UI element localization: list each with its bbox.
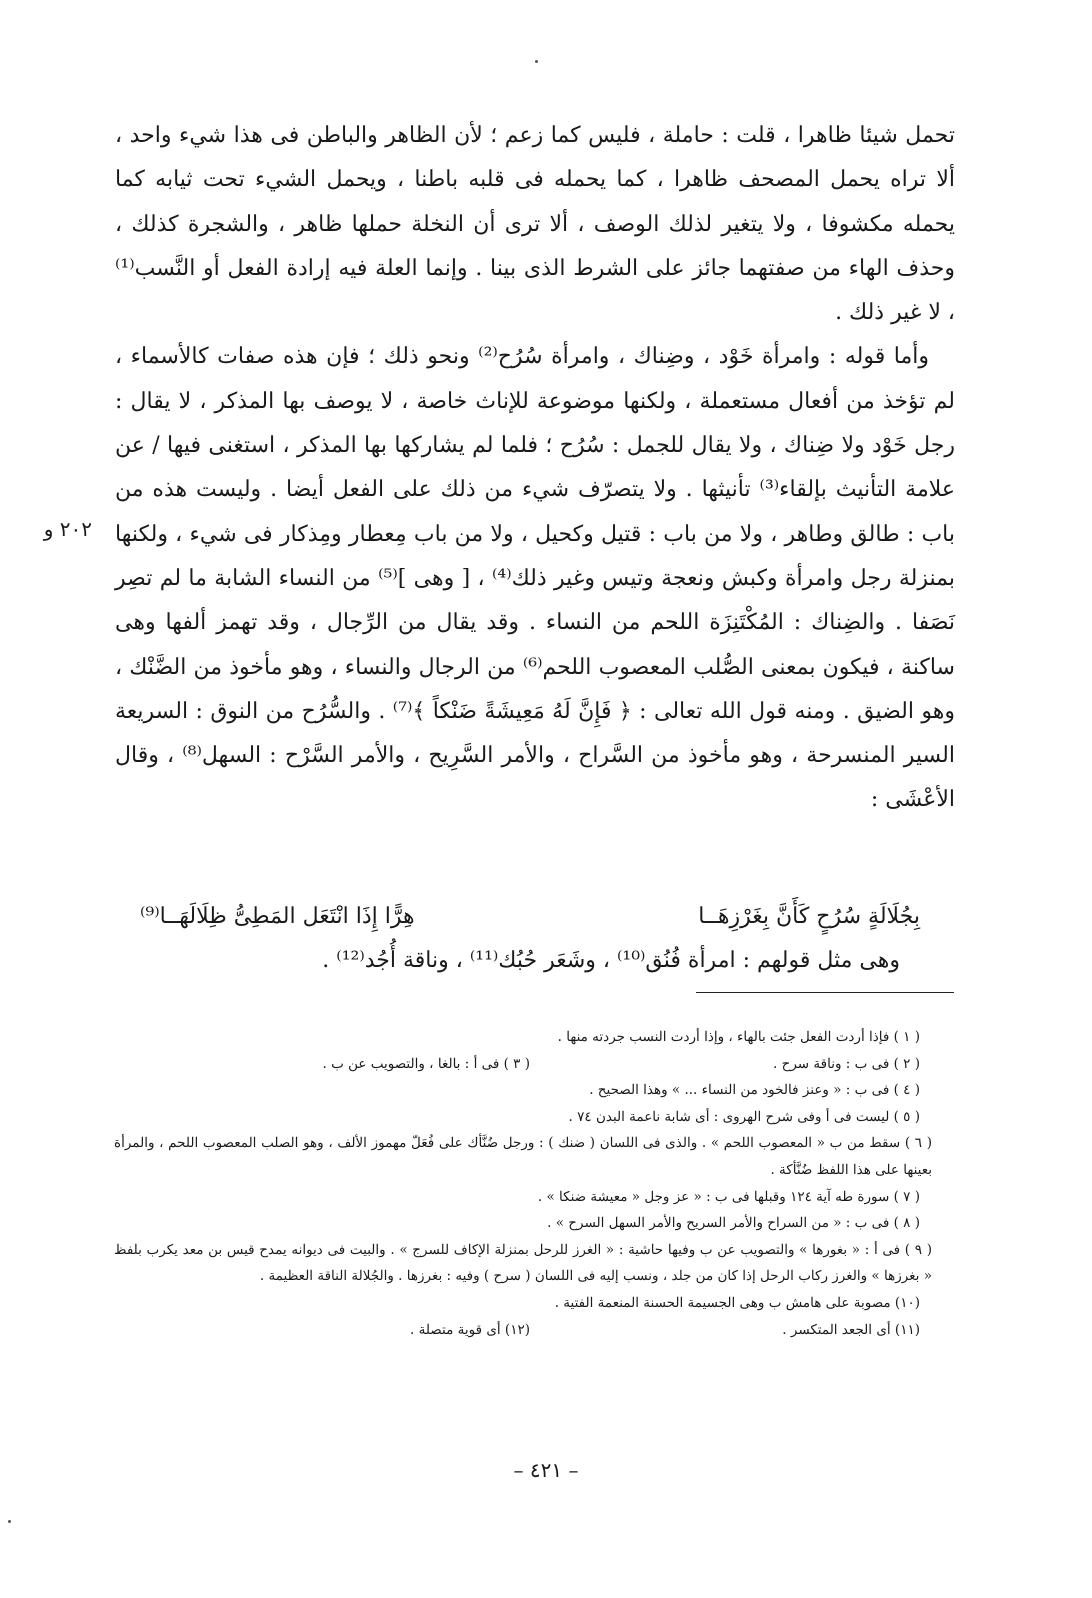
footnote-10: (١٠) مصوبة على هامش ب وهى الجسيمة الحسنة المنعمة الفتية .: [554, 1294, 920, 1311]
footnote-3: ( ٣ ) فى أ : بالغا ، والتصويب عن ب .: [322, 1055, 530, 1072]
footnote-11: (١١) أى الجعد المتكسر .: [782, 1321, 920, 1338]
page-number: – ٤٢١ –: [513, 1458, 579, 1482]
page-speck: [8, 1520, 11, 1523]
footnote-5: ( ٥ ) ليست فى أ وفى شرح الهروى : أى شابة ناعمة البدن ٧٤ .: [568, 1108, 920, 1125]
folio-marginal-reference: ٢٠٢ و: [43, 517, 92, 541]
footnote-8: ( ٨ ) فى ب : « من السراح والأمر السريح والأمر السهل السرح » .: [547, 1215, 920, 1232]
paragraph-1: تحمل شيئا ظاهرا ، قلت : حاملة ، فليس كما زعم ؛ لأن الظاهر والباطن فى هذا شيء واحد ، ألا تراه يحمل المصحف ظاهرا ، كما يحمله فى قلبه باطنا ، ويحمل الشيء تحت ثيابه كما يحمله مكشوفا ، ولا يتغير لذلك الوصف ، ألا ترى أن النخلة حملها ظاهر ، والشجرة كذلك ، وحذف الهاء من صفتهما جائز على الشرط الذى بينا . وإنما العلة فيه إرادة الفعل أو النَّسب⁽¹⁾ ، لا غير ذلك .: [115, 123, 955, 326]
footnote-row-11-12: [114, 1317, 920, 1344]
footnote-9: ( ٩ ) فى أ : « بغورها » والتصويب عن ب وفيها حاشية : « الغرز للرحل بمنزلة الإكاف للسرج » . والبيت فى ديوانه يمدح قيس بن معد يكرب بلفظ « بغرزها » والغرز ركاب الرحل إذا كان من جلد ، ونسب إليه فى اللسان ( سرح ) وفيه : بغرزها . والجُلالة الناقة العظيمة .: [114, 1241, 932, 1285]
paragraph-2: وأما قوله : وامرأة خَوْد ، وضِناك ، وامرأة سُرُح⁽²⁾ ونحو ذلك ؛ فإن هذه صفات كالأسماء ، لم تؤخذ من أفعال مستعملة ، ولكنها موضوعة للإناث خاصة ، لا يوصف بها المذكر ، لا يقال : رجل خَوْد ولا ضِناك ، ولا يقال للجمل : سُرُح ؛ فلما لم يشاركها بها المذكر ، استغنى فيها / عن علامة التأنيث بإلقاء⁽³⁾ تأنيثها . ولا يتصرّف شيء من ذلك على الفعل أيضا . وليست هذه من باب : طالق وطاهر ، ولا من باب : قتيل وكحيل ، ولا من باب مِعطار ومِذكار فى شيء ، ولكنها بمنزلة رجل وامرأة وكبش ونعجة وتيس وغير ذلك⁽⁴⁾ ، [ وهى ]⁽⁵⁾ من النساء الشابة ما لم تصِر نَصَفا . والضِناك : المُكْتَنِزَة اللحم من النساء . وقد يقال من الرِّجال ، وقد تهمز ألفها وهى ساكنة ، فيكون بمعنى الصُّلب المعصوب اللحم⁽⁶⁾ من الرجال والنساء ، وهو مأخوذ من الضَّنْك ، وهو الضيق . ومنه قول الله تعالى : ﴿ فَإِنَّ لَهُ مَعِيشَةً ضَنْكاً ﴾⁽⁷⁾ . والسُّرُح من النوق : السريعة السير المنسرحة ، وهو مأخوذ من السَّراح ، والأمر السَّرِيح ، والأمر السَّرْح : السهل⁽⁸⁾ ، وقال الأعْشَى :: [115, 344, 956, 813]
page-speck: [535, 60, 538, 63]
footnotes: [114, 1024, 932, 1343]
poetry-verse: [140, 895, 920, 939]
footnote-6: ( ٦ ) سقط من ب « المعصوب اللحم » . والذى فى اللسان ( ضنك ) : ورجل ضُنَّأك على فُعَلّ مهموز الألف ، وهو الصلب المعصوب اللحم ، والمرأة بعينها على هذا اللفظ ضُنَّأكة .: [114, 1135, 932, 1178]
footnote-2: ( ٢ ) فى ب : وناقة سرح .: [773, 1055, 920, 1072]
footnote-separator: [696, 992, 954, 993]
verse-first-hemistich: بِجُلَالَةٍ سُرُحٍ كَأَنَّ بِغَرْزِهَــا: [698, 904, 920, 929]
footnote-12: (١٢) أى قوية متصلة .: [410, 1321, 530, 1338]
closing-line: وهى مثل قولهم : امرأة فُنُق⁽¹⁰⁾ ، وشَعَر حُبُك⁽¹¹⁾ ، وناقة أُجُد⁽¹²⁾ .: [322, 948, 900, 973]
verse-second-hemistich: هِرًّا إِذَا انْتَعَل المَطِىُّ ظِلَالَهَــا⁽⁹⁾: [140, 904, 415, 929]
footnote-row-2-3: [114, 1051, 920, 1078]
footnote-7: ( ٧ ) سورة طه آية ١٢٤ وقبلها فى ب : « عز وجل « معيشة ضنكا » .: [537, 1188, 920, 1205]
main-text: [115, 114, 955, 823]
footnote-1: ( ١ ) فإذا أردت الفعل جئت بالهاء ، وإذا أردت النسب جردته منها .: [557, 1029, 920, 1045]
footnote-4: ( ٤ ) فى ب : « وعنز فالخود من النساء ... » وهذا الصحيح .: [589, 1082, 920, 1099]
